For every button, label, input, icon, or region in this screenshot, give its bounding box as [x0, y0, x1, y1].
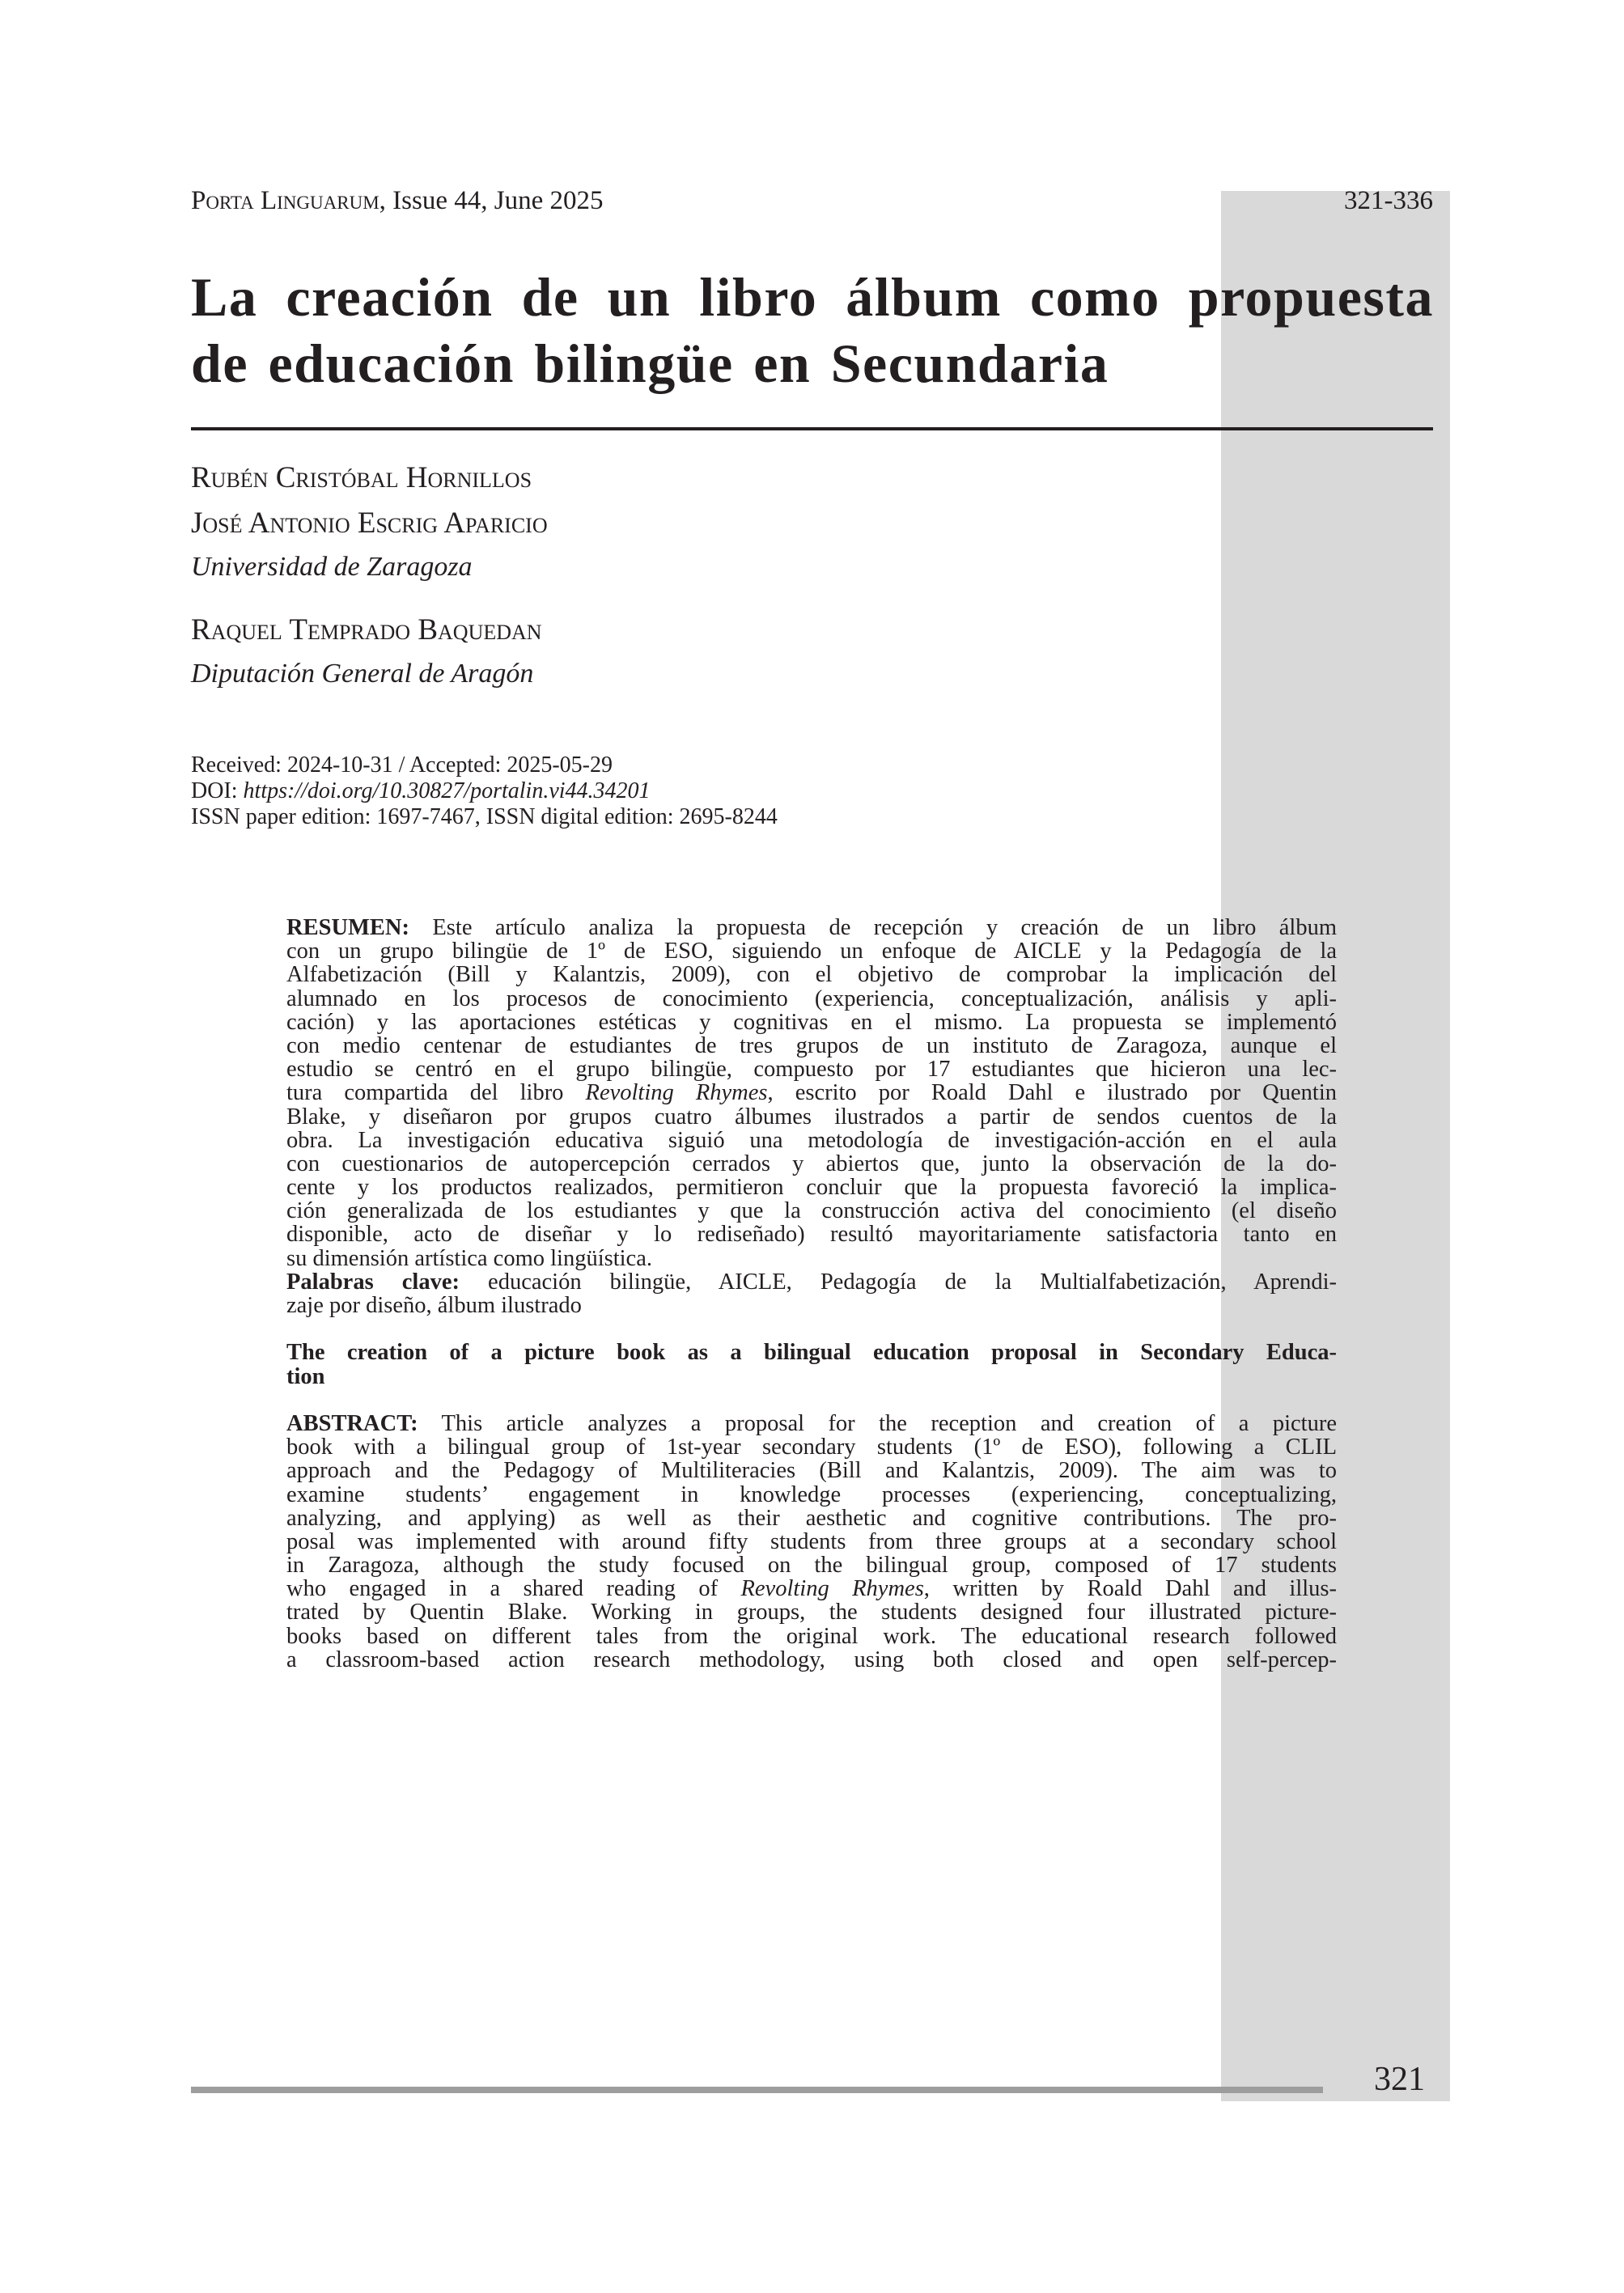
abstract-line: trated by Quentin Blake. Working in groups, the students designed four illustrated picture- — [286, 1600, 1337, 1625]
keywords-line: zaje por diseño, álbum ilustrado — [286, 1293, 582, 1318]
resumen-label: RESUMEN: — [286, 915, 410, 940]
issue-info: , Issue 44, June 2025 — [379, 186, 604, 215]
abstract-line: a classroom-based action research methodology, using both closed and open self-percep- — [286, 1647, 1337, 1672]
resumen-line: tura compartida del libro Revolting Rhymes, escrito por Roald Dahl e ilustrado por Quentin — [286, 1080, 1337, 1106]
title-line: La creación de un libro álbum como propuesta — [191, 266, 1434, 328]
running-head — [191, 184, 603, 217]
abstract-line: in Zaragoza, although the study focused on the bilingual group, composed of 17 students — [286, 1553, 1337, 1579]
page-number: 321 — [1374, 2061, 1425, 2098]
author-block — [191, 456, 548, 695]
footer-rule — [191, 2087, 1323, 2093]
abstract-line: examine students’ engagement in knowledge processes (experiencing, conceptualizing, — [286, 1481, 1337, 1507]
abstract-line: analyzing, and applying) as well as their aesthetic and cognitive contributions. The pro- — [286, 1505, 1337, 1531]
abstract-line: who engaged in a shared reading of Revolting Rhymes, written by Roald Dahl and illus- — [286, 1576, 1337, 1602]
author-name: Rubén Cristóbal Hornillos — [191, 461, 532, 494]
doi-line — [191, 778, 778, 804]
resumen-line: con cuestionarios de autopercepción cerrados y abiertos que, junto la observación de la do- — [286, 1151, 1337, 1176]
resumen-line: obra. La investigación educativa siguió una metodología de investigación-acción en el aula — [286, 1127, 1337, 1153]
resumen-line: con medio centenar de estudiantes de tres grupos de un instituto de Zaragoza, aunque el — [286, 1032, 1337, 1058]
abstract-line: ABSTRACT: This article analyzes a proposal for the reception and creation of a picture — [286, 1410, 1337, 1436]
author-affiliation: Universidad de Zaragoza — [191, 552, 473, 582]
resumen-line: ción generalizada de los estudiantes y que la construcción activa del conocimiento (el diseño — [286, 1198, 1337, 1224]
author-name: Raquel Temprado Baquedan — [191, 613, 542, 646]
english-title-line: The creation of a picture book as a bilingual education proposal in Secondary Educa- — [286, 1340, 1337, 1366]
journal-name: Porta Linguarum — [191, 186, 379, 215]
author-name: José Antonio Escrig Aparicio — [191, 506, 548, 540]
resumen-line: Blake, y diseñaron por grupos cuatro álbumes ilustrados a partir de sendos cuentos de la — [286, 1104, 1337, 1130]
doi-label: DOI: — [191, 778, 244, 803]
abstract-line: book with a bilingual group of 1st-year secondary students (1º de ESO), following a CLIL — [286, 1435, 1337, 1460]
issn-line: ISSN paper edition: 1697-7467, ISSN digital edition: 2695-8244 — [191, 804, 778, 829]
abstract-line: books based on different tales from the original work. The educational research followed — [286, 1623, 1337, 1649]
doi-link[interactable]: https://doi.org/10.30827/portalin.vi44.34201 — [243, 778, 651, 803]
abstract-line: posal was implemented with around fifty students from three groups at a secondary school — [286, 1528, 1337, 1554]
resumen-line: disponible, acto de diseñar y lo rediseñado) resultó mayoritariamente satisfactoria tanto en — [286, 1222, 1337, 1248]
publication-metadata — [191, 752, 778, 830]
resumen-line: RESUMEN: Este artículo analiza la propuesta de recepción y creación de un libro álbum — [286, 915, 1337, 940]
title-divider — [191, 427, 1433, 430]
keywords-line: Palabras clave: educación bilingüe, AICLE, Pedagogía de la Multialfabetización, Aprendi- — [286, 1269, 1337, 1295]
resumen-line: su dimensión artística como lingüística. — [286, 1245, 652, 1271]
page-range: 321-336 — [1344, 186, 1433, 215]
received-accepted-dates: Received: 2024-10-31 / Accepted: 2025-05-29 — [191, 752, 613, 778]
resumen-line: alumnado en los procesos de conocimiento (experiencia, conceptualización, análisis y apli- — [286, 985, 1337, 1011]
english-title-line: tion — [286, 1363, 325, 1389]
keywords-label: Palabras clave: — [286, 1269, 460, 1295]
abstract-section — [286, 916, 1337, 1672]
resumen-line: Alfabetización (Bill y Kalantzis, 2009), con el objetivo de comprobar la implicación del — [286, 962, 1337, 988]
abstract-line: approach and the Pedagogy of Multiliteracies (Bill and Kalantzis, 2009). The aim was to — [286, 1458, 1337, 1484]
resumen-line: estudio se centró en el grupo bilingüe, compuesto por 17 estudiantes que hicieron una lec- — [286, 1057, 1337, 1083]
resumen-line: cente y los productos realizados, permitieron concluir que la propuesta favoreció la implica- — [286, 1175, 1337, 1201]
book-title: Revolting Rhymes — [585, 1080, 768, 1106]
title-line: de educación bilingüe en Secundaria — [191, 333, 1109, 394]
resumen-line: cación) y las aportaciones estéticas y cognitivas en el mismo. La propuesta se implementó — [286, 1009, 1337, 1035]
book-title: Revolting Rhymes — [740, 1576, 924, 1602]
article-title — [191, 264, 1434, 396]
resumen-line: con un grupo bilingüe de 1º de ESO, siguiendo un enfoque de AICLE y la Pedagogía de la — [286, 939, 1337, 964]
abstract-label: ABSTRACT: — [286, 1410, 418, 1436]
author-affiliation: Diputación General de Aragón — [191, 659, 534, 689]
